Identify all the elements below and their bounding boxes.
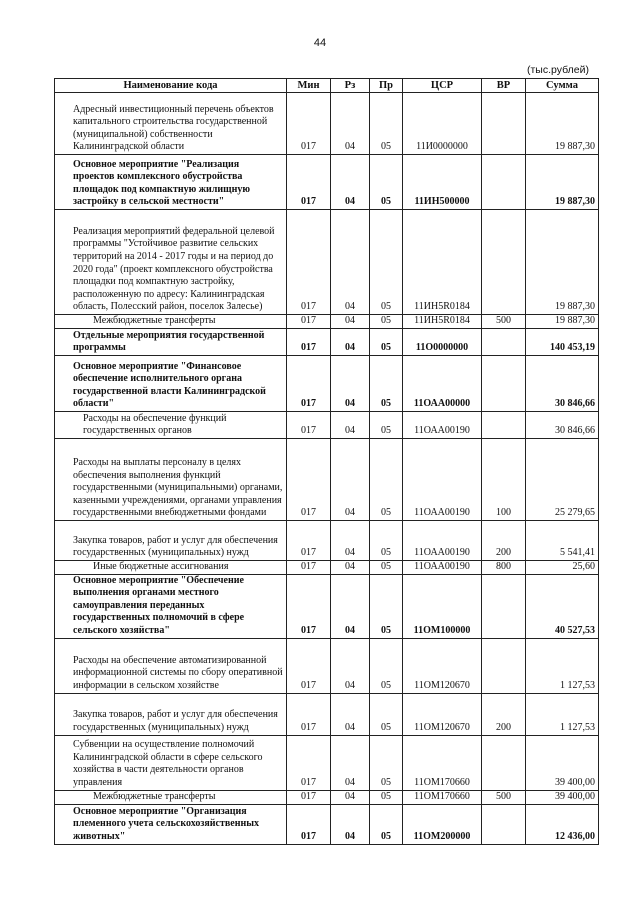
row-min: 017 [287,521,331,561]
table-row [55,574,599,638]
row-pr: 05 [370,210,403,315]
row-sum: 12 436,00 [526,804,599,844]
row-name: Субвенции на осуществление полномочий Калининградской области в сфере сельского хозяйства в части деятельности органов управления [55,735,287,790]
row-sum: 19 887,30 [526,210,599,315]
table-row [55,439,599,521]
row-csr: 11ОМ120670 [403,638,482,693]
budget-table [54,78,599,845]
row-csr: 11ИН500000 [403,155,482,210]
row-csr: 11О0000000 [403,329,482,356]
row-pr: 05 [370,155,403,210]
row-csr: 11ОАА00190 [403,521,482,561]
row-min: 017 [287,155,331,210]
row-name: Адресный инвестиционный перечень объектов капитального строительства государственной (муниципальной) собственности Калининградской области [55,93,287,155]
row-pr: 05 [370,356,403,412]
row-min: 017 [287,329,331,356]
row-rz: 04 [331,155,370,210]
row-csr: 11ОАА00190 [403,412,482,439]
table-row [55,693,599,735]
table-row [55,412,599,439]
row-vr: 100 [482,439,526,521]
row-name: Расходы на обеспечение автоматизированной информационной системы по сбору оперативной информации в сельском хозяйстве [55,638,287,693]
header-name: Наименование кода [55,79,287,93]
header-pr: Пр [370,79,403,93]
row-rz: 04 [331,329,370,356]
row-pr: 05 [370,735,403,790]
row-min: 017 [287,574,331,638]
row-min: 017 [287,693,331,735]
row-pr: 05 [370,638,403,693]
row-rz: 04 [331,790,370,804]
page-number: 44 [313,37,327,49]
row-sum: 39 400,00 [526,790,599,804]
row-name: Закупка товаров, работ и услуг для обеспечения государственных (муниципальных) нужд [55,521,287,561]
row-name: Основное мероприятие "Финансовое обеспечение исполнительного органа государственной власти Калининградской области" [55,356,287,412]
row-min: 017 [287,638,331,693]
row-name: Межбюджетные трансферты [55,315,287,329]
row-rz: 04 [331,439,370,521]
row-csr: 11ОАА00190 [403,561,482,575]
row-pr: 05 [370,412,403,439]
row-rz: 04 [331,521,370,561]
row-vr: 500 [482,790,526,804]
table-row [55,521,599,561]
row-sum: 5 541,41 [526,521,599,561]
row-min: 017 [287,412,331,439]
row-csr: 11ОМ120670 [403,693,482,735]
row-rz: 04 [331,693,370,735]
row-sum: 19 887,30 [526,155,599,210]
row-sum: 30 846,66 [526,412,599,439]
table-row [55,329,599,356]
row-csr: 11ИН5R0184 [403,210,482,315]
row-csr: 11ОАА00190 [403,439,482,521]
table-row [55,735,599,790]
row-vr [482,574,526,638]
table-row [55,93,599,155]
header-sum: Сумма [526,79,599,93]
row-vr [482,412,526,439]
row-name: Закупка товаров, работ и услуг для обеспечения государственных (муниципальных) нужд [55,693,287,735]
row-name: Реализация мероприятий федеральной целевой программы "Устойчивое развитие сельских территорий на 2014 - 2017 годы и на период до 2020 года" (проект комплексного обустройства площадки под компактную застройку, расположенную по адресу: Калининградская область, Полесский район, поселок Залесье) [55,210,287,315]
row-rz: 04 [331,804,370,844]
row-name: Расходы на обеспечение функций государственных органов [55,412,287,439]
row-sum: 39 400,00 [526,735,599,790]
row-csr: 11ИН5R0184 [403,315,482,329]
row-pr: 05 [370,561,403,575]
table-row [55,356,599,412]
row-rz: 04 [331,412,370,439]
row-name: Межбюджетные трансферты [55,790,287,804]
row-min: 017 [287,439,331,521]
row-name: Иные бюджетные ассигнования [55,561,287,575]
row-vr: 200 [482,521,526,561]
row-min: 017 [287,790,331,804]
row-sum: 25,60 [526,561,599,575]
table-row [55,315,599,329]
row-min: 017 [287,93,331,155]
row-sum: 19 887,30 [526,93,599,155]
row-name: Основное мероприятие "Организация племенного учета сельскохозяйственных животных" [55,804,287,844]
row-pr: 05 [370,329,403,356]
row-pr: 05 [370,521,403,561]
row-vr [482,804,526,844]
row-rz: 04 [331,638,370,693]
row-pr: 05 [370,804,403,844]
row-sum: 19 887,30 [526,315,599,329]
row-name: Основное мероприятие "Обеспечение выполнения органами местного самоуправления переданных государственных полномочий в сфере сельского хозяйства" [55,574,287,638]
table-row [55,804,599,844]
row-rz: 04 [331,574,370,638]
row-vr: 800 [482,561,526,575]
header-csr: ЦСР [403,79,482,93]
row-sum: 1 127,53 [526,638,599,693]
table-row [55,790,599,804]
row-rz: 04 [331,315,370,329]
row-pr: 05 [370,574,403,638]
table-row [55,638,599,693]
row-vr [482,93,526,155]
row-csr: 11ОМ200000 [403,804,482,844]
row-pr: 05 [370,790,403,804]
row-min: 017 [287,210,331,315]
header-min: Мин [287,79,331,93]
row-min: 017 [287,315,331,329]
row-rz: 04 [331,93,370,155]
row-vr [482,155,526,210]
row-pr: 05 [370,693,403,735]
table-row [55,210,599,315]
row-sum: 30 846,66 [526,356,599,412]
row-name: Отдельные мероприятия государственной программы [55,329,287,356]
row-sum: 25 279,65 [526,439,599,521]
row-sum: 140 453,19 [526,329,599,356]
row-rz: 04 [331,210,370,315]
units-label: (тыс.рублей) [527,64,589,76]
row-vr [482,356,526,412]
row-vr [482,210,526,315]
row-min: 017 [287,735,331,790]
row-vr [482,735,526,790]
row-min: 017 [287,356,331,412]
row-min: 017 [287,561,331,575]
row-rz: 04 [331,735,370,790]
row-min: 017 [287,804,331,844]
row-pr: 05 [370,93,403,155]
table-row [55,155,599,210]
row-vr: 200 [482,693,526,735]
row-pr: 05 [370,439,403,521]
row-csr: 11ОМ170660 [403,735,482,790]
row-csr: 11И0000000 [403,93,482,155]
row-vr [482,329,526,356]
row-name: Расходы на выплаты персоналу в целях обеспечения выполнения функций государственными (муниципальными) органами, казенными учреждениями, органами управления государственными внебюджетными фондами [55,439,287,521]
table-row [55,561,599,575]
row-csr: 11ОАА00000 [403,356,482,412]
header-vr: ВР [482,79,526,93]
row-name: Основное мероприятие "Реализация проектов комплексного обустройства площадок под компактную жилищную застройку в сельской местности" [55,155,287,210]
row-sum: 1 127,53 [526,693,599,735]
row-rz: 04 [331,356,370,412]
row-vr [482,638,526,693]
row-csr: 11ОМ170660 [403,790,482,804]
row-pr: 05 [370,315,403,329]
row-sum: 40 527,53 [526,574,599,638]
table-header-row [55,79,599,93]
row-vr: 500 [482,315,526,329]
header-rz: Рз [331,79,370,93]
row-rz: 04 [331,561,370,575]
row-csr: 11ОМ100000 [403,574,482,638]
